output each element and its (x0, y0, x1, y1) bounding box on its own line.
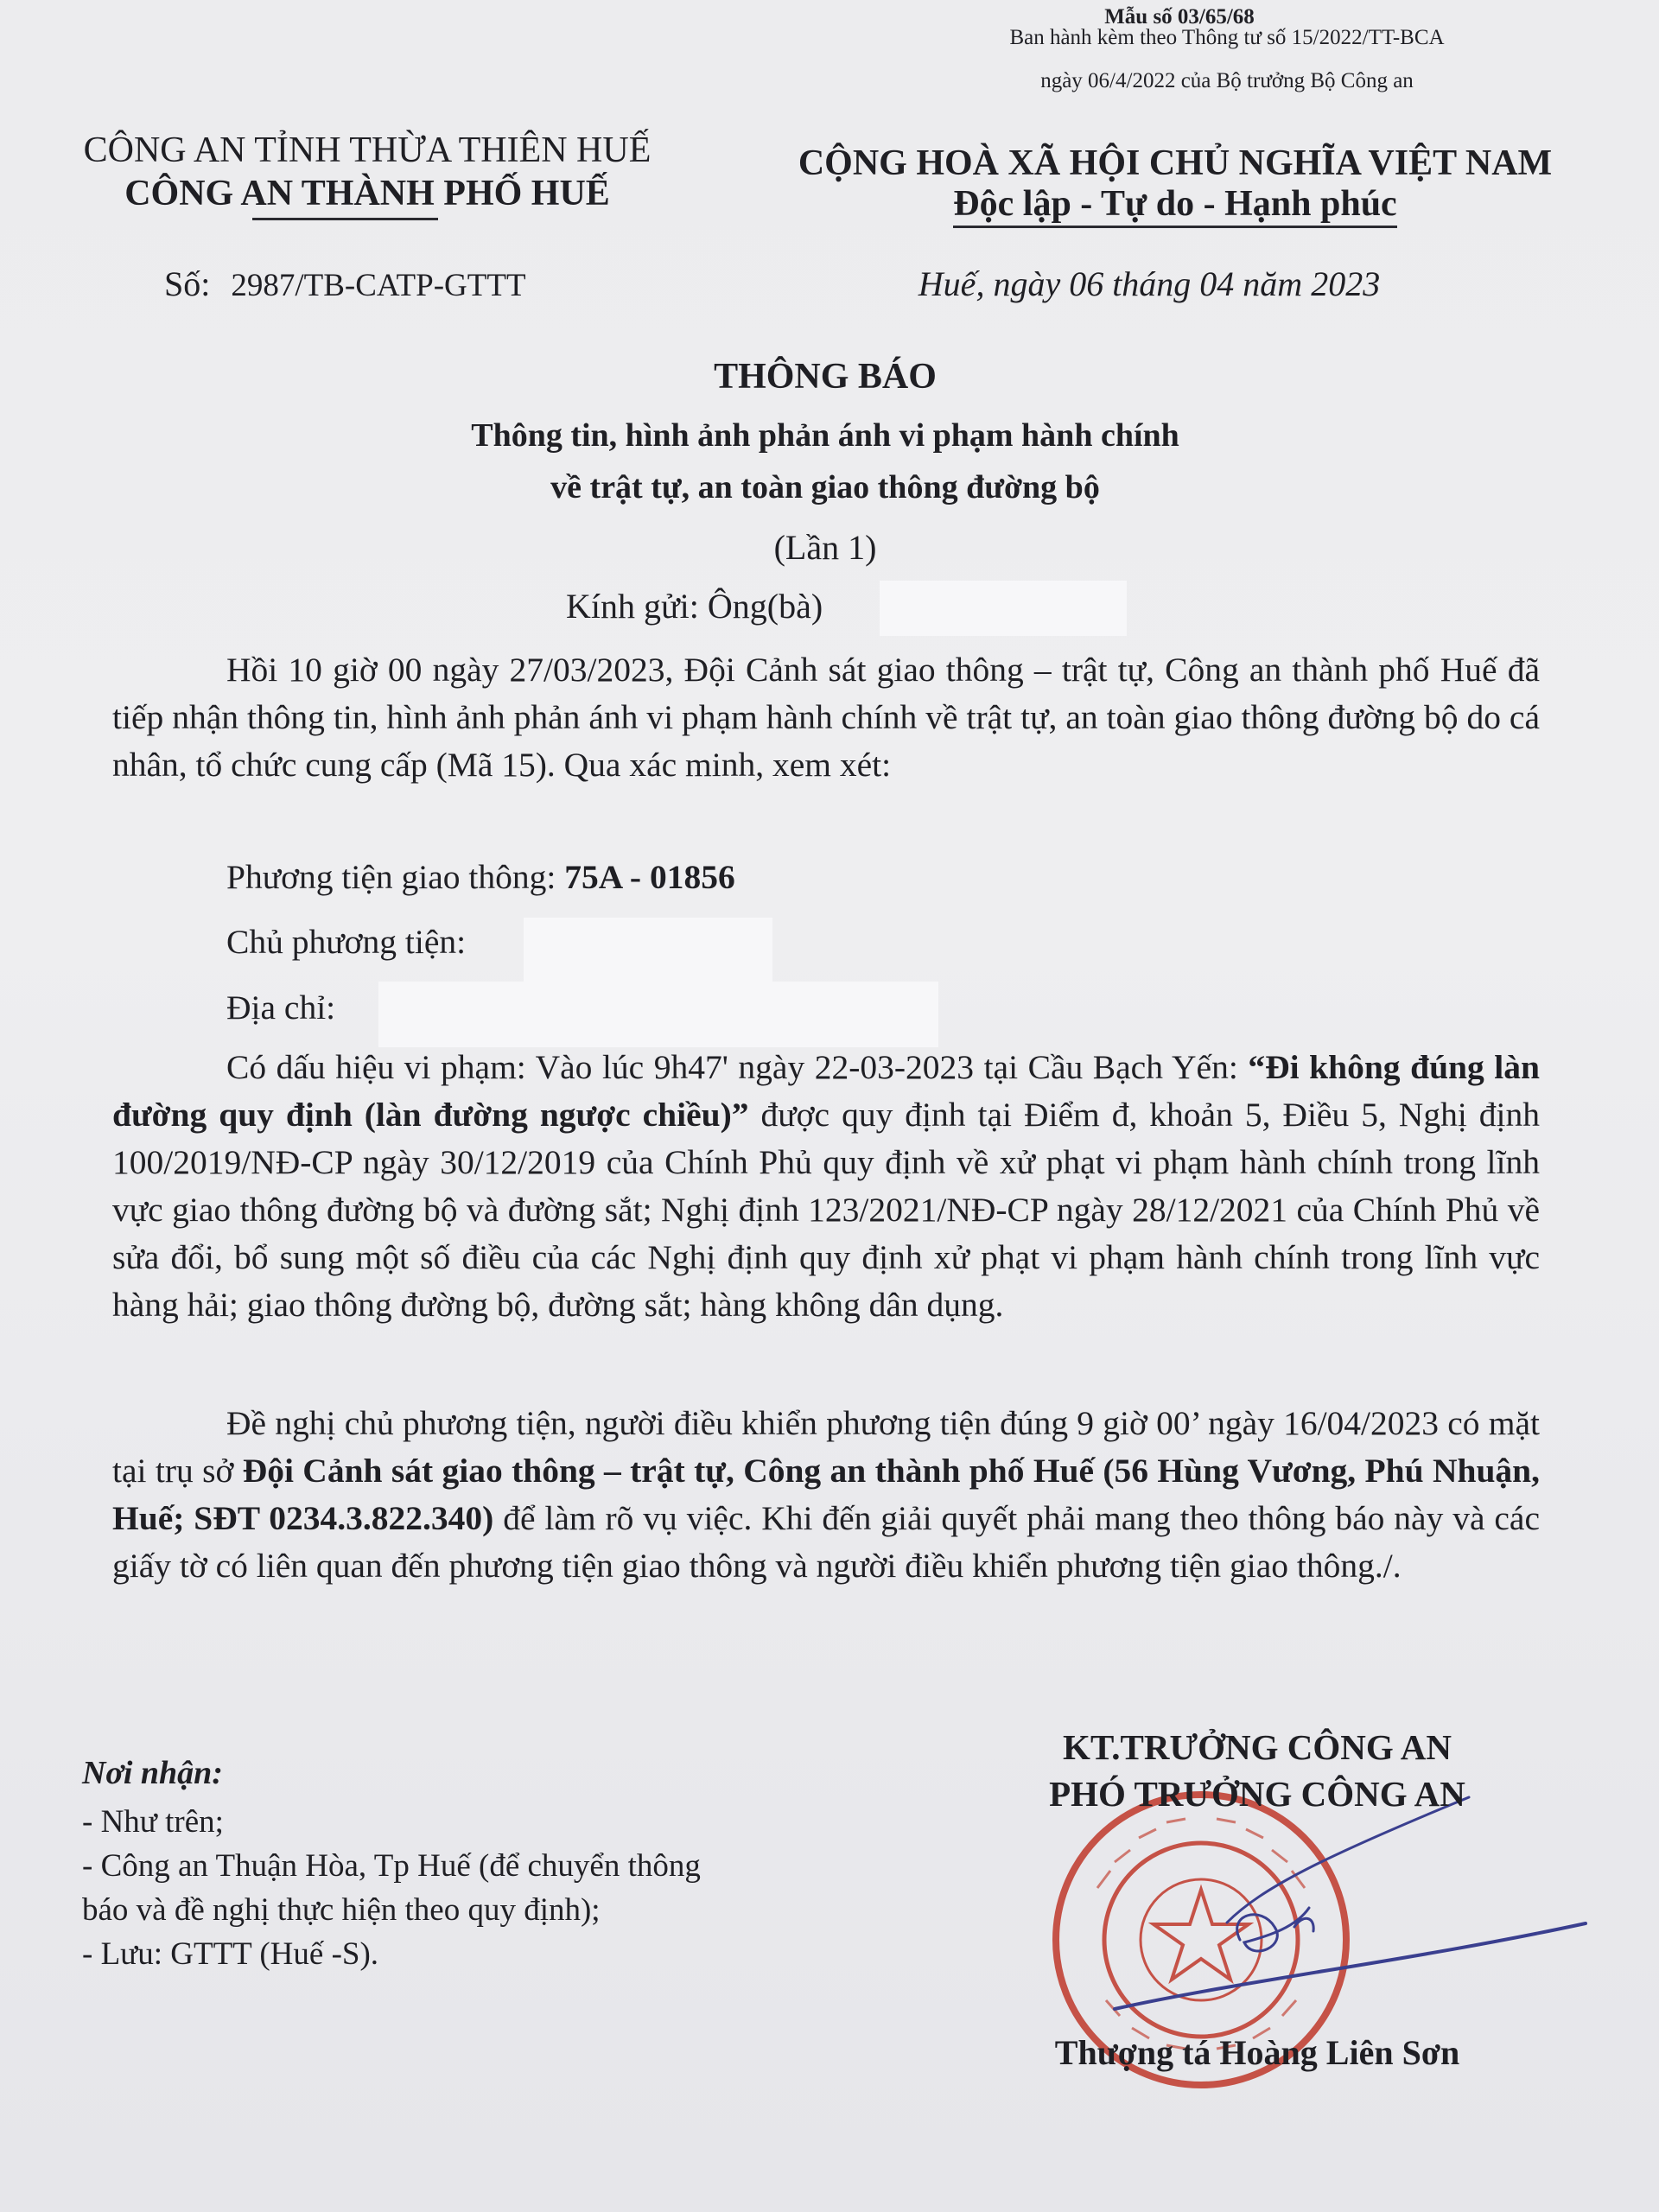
form-issued-line1: Ban hành kèm theo Thông tư số 15/2022/TT-BCA (1009, 26, 1445, 49)
notice-subtitle-2: về trật tự, an toàn giao thông đường bộ (550, 469, 1100, 505)
violation-legal: được quy định tại Điểm đ, khoản 5, Điều 5, Nghị định 100/2019/NĐ-CP ngày 30/12/2019 của Chính Phủ quy định về xử phạt vi phạm hành chính trong lĩnh vực giao thông đường bộ và đường sắt; Nghị định 123/2021/NĐ-CP ngày 28/12/2021 của Chính Phủ về sửa đổi, bổ sung một số điều của các Nghị định quy định xử phạt vi phạm hành chính trong lĩnh vực hàng hải; giao thông đường bộ, đường sắt; hàng không dân dụng. (112, 1096, 1540, 1324)
notice-title: THÔNG BÁO (714, 357, 937, 397)
violation-paragraph (112, 1044, 1540, 1329)
request-paragraph (112, 1400, 1540, 1590)
recipient-label: Kính gửi: Ông(bà) (566, 587, 823, 626)
vehicle-plate-row (226, 857, 735, 897)
request-tail: để làm rõ vụ việc. Khi đến giải quyết phải mang theo thông báo này và các giấy tờ có liên quan đến phương tiện giao thông và người điều khiển phương tiện giao thông./. (112, 1499, 1540, 1585)
recipients-item-3: - Lưu: GTTT (Huế -S). (82, 1936, 379, 1972)
recipients-item-1: - Như trên; (82, 1804, 224, 1840)
plate-label: Phương tiện giao thông: (226, 858, 556, 896)
notice-round: (Lần 1) (773, 528, 877, 567)
signature-long-stroke (1115, 1923, 1586, 2009)
form-issued-line2: ngày 06/4/2022 của Bộ trưởng Bộ Công an (1040, 69, 1414, 92)
signer-title-2: PHÓ TRƯỞNG CÔNG AN (1049, 1774, 1465, 1814)
request-office: Đội Cảnh sát giao thông – trật tự, Công an thành phố Huế (56 Hùng Vương, Phú Nhuận, Huế; SĐT 0234.3.822.340) (112, 1452, 1541, 1537)
recipients-item-2a: - Công an Thuận Hòa, Tp Huế (để chuyển thông (82, 1848, 701, 1884)
number-value: 2987/TB-CATP-GTTT (231, 268, 526, 303)
number-label: Số: (164, 264, 211, 303)
violation-act: “Đi không đúng làn đường quy định (làn đường ngược chiều)” (112, 1048, 1540, 1134)
document-number (164, 264, 526, 304)
issuer-unit (52, 173, 683, 214)
issuer-underline (252, 218, 438, 220)
signer-name: Thượng tá Hoàng Liên Sơn (1054, 2033, 1460, 2072)
signer-title-1: KT.TRƯỞNG CÔNG AN (1063, 1727, 1452, 1767)
issuer-parent: CÔNG AN TỈNH THỪA THIÊN HUẾ (83, 130, 652, 170)
form-code: Mẫu số 03/65/68 (1104, 5, 1255, 29)
vehicle-address-label: Địa chỉ: (226, 988, 336, 1027)
vehicle-owner-label: Chủ phương tiện: (226, 923, 467, 961)
issuer-unit-text: CÔNG AN THÀNH PHỐ HUẾ (124, 174, 610, 213)
redacted-owner (524, 918, 772, 982)
plate-value: 75A - 01856 (564, 858, 735, 896)
national-motto: Độc lập - Tự do - Hạnh phúc (953, 184, 1396, 228)
redacted-address (378, 982, 938, 1047)
place-date: Huế, ngày 06 tháng 04 năm 2023 (918, 264, 1381, 303)
recipients-heading: Nơi nhận: (82, 1755, 223, 1791)
request-lead: Đề nghị chủ phương tiện, người điều khiển phương tiện đúng 9 giờ 00’ ngày 16/04/2023 có mặt tại trụ sở (112, 1404, 1540, 1490)
national-motto-wrap (743, 183, 1607, 225)
national-title: CỘNG HOÀ XÃ HỘI CHỦ NGHĨA VIỆT NAM (798, 143, 1553, 183)
redacted-recipient-name (880, 581, 1127, 636)
signature-initials (1237, 1908, 1314, 1951)
intro-paragraph: Hồi 10 giờ 00 ngày 27/03/2023, Đội Cảnh sát giao thông – trật tự, Công an thành phố Huế đã tiếp nhận thông tin, hình ảnh phản ánh vi phạm hành chính về trật tự, an toàn giao thông đường bộ do cá nhân, tổ chức cung cấp (Mã 15). Qua xác minh, xem xét: (112, 651, 1540, 784)
recipients-item-2b: báo và đề nghị thực hiện theo quy định); (82, 1892, 601, 1928)
signature-upper-stroke (1227, 1797, 1469, 1923)
violation-lead: Có dấu hiệu vi phạm: Vào lúc 9h47' ngày 22-03-2023 tại Cầu Bạch Yến: (226, 1048, 1238, 1086)
notice-subtitle-1: Thông tin, hình ảnh phản ánh vi phạm hành chính (471, 417, 1179, 454)
